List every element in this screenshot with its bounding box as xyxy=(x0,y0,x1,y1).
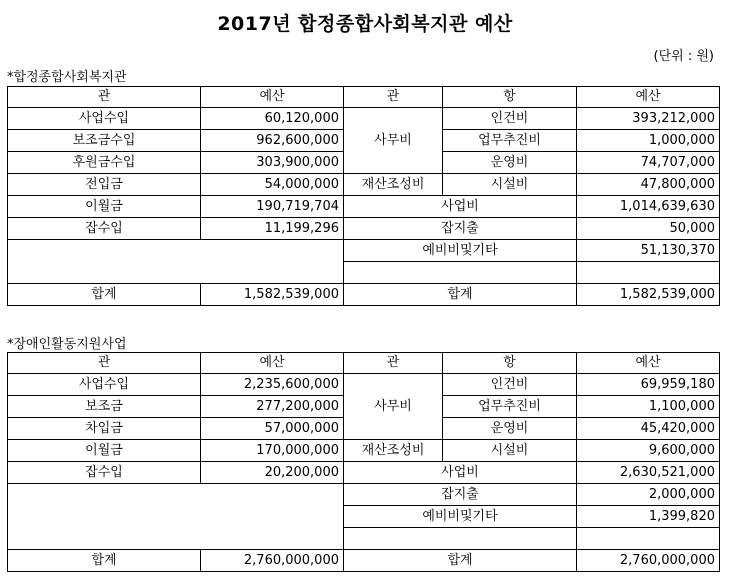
income-total-value: 2,760,000,000 xyxy=(201,550,344,572)
header-gwan: 관 xyxy=(344,353,443,374)
table-row xyxy=(8,440,720,462)
group-office: 사무비 xyxy=(344,108,443,174)
unit-label: (단위 : 원) xyxy=(653,49,714,64)
empty-cell xyxy=(344,262,577,284)
expense-value: 393,212,000 xyxy=(577,108,720,130)
income-label: 전입금 xyxy=(8,174,201,196)
expense-label: 운영비 xyxy=(443,152,577,174)
group-office: 사무비 xyxy=(344,374,443,440)
income-label: 사업수입 xyxy=(8,108,201,130)
income-value: 60,120,000 xyxy=(201,108,344,130)
expense-value: 2,000,000 xyxy=(577,484,720,506)
section1-budget-table xyxy=(7,86,720,306)
expense-value: 45,420,000 xyxy=(577,418,720,440)
expense-value: 1,399,820 xyxy=(577,506,720,528)
expense-label: 업무추진비 xyxy=(443,130,577,152)
header-budget: 예산 xyxy=(201,87,344,108)
expense-value: 69,959,180 xyxy=(577,374,720,396)
expense-label: 인건비 xyxy=(443,108,577,130)
income-label: 잡수입 xyxy=(8,462,201,484)
expense-value: 1,100,000 xyxy=(577,396,720,418)
income-value: 303,900,000 xyxy=(201,152,344,174)
empty-cell xyxy=(577,528,720,550)
income-value: 20,200,000 xyxy=(201,462,344,484)
group-asset: 재산조성비 xyxy=(344,174,443,196)
expense-label: 잡지출 xyxy=(344,218,577,240)
page-title: 2017년 합정종합사회복지관 예산 xyxy=(217,13,513,35)
empty-cell xyxy=(577,262,720,284)
empty-cell xyxy=(8,240,344,284)
header-hang: 항 xyxy=(443,353,577,374)
expense-label: 잡지출 xyxy=(344,484,577,506)
expense-label: 예비비및기타 xyxy=(344,506,577,528)
income-value: 54,000,000 xyxy=(201,174,344,196)
expense-value: 74,707,000 xyxy=(577,152,720,174)
table-row xyxy=(8,462,720,484)
expense-label: 인건비 xyxy=(443,374,577,396)
expense-total-label: 합계 xyxy=(344,550,577,572)
table-row xyxy=(8,196,720,218)
header-gwan: 관 xyxy=(8,353,201,374)
table-header-row xyxy=(8,87,720,108)
income-label: 보조금수입 xyxy=(8,130,201,152)
income-label: 후원금수입 xyxy=(8,152,201,174)
expense-value: 1,000,000 xyxy=(577,130,720,152)
section2-title: *장애인활동지원사업 xyxy=(7,337,127,352)
expense-label: 사업비 xyxy=(344,462,577,484)
expense-value: 9,600,000 xyxy=(577,440,720,462)
income-label: 사업수입 xyxy=(8,374,201,396)
income-total-label: 합계 xyxy=(8,550,201,572)
expense-label: 시설비 xyxy=(443,440,577,462)
expense-value: 2,630,521,000 xyxy=(577,462,720,484)
group-asset: 재산조성비 xyxy=(344,440,443,462)
empty-cell xyxy=(8,484,344,550)
income-value: 57,000,000 xyxy=(201,418,344,440)
expense-total-value: 2,760,000,000 xyxy=(577,550,720,572)
table-row xyxy=(8,174,720,196)
total-row xyxy=(8,550,720,572)
expense-label: 운영비 xyxy=(443,418,577,440)
income-label: 보조금 xyxy=(8,396,201,418)
income-label: 이월금 xyxy=(8,196,201,218)
expense-total-label: 합계 xyxy=(344,284,577,306)
table-row xyxy=(8,218,720,240)
income-value: 170,000,000 xyxy=(201,440,344,462)
income-total-value: 1,582,539,000 xyxy=(201,284,344,306)
income-value: 962,600,000 xyxy=(201,130,344,152)
expense-value: 51,130,370 xyxy=(577,240,720,262)
income-total-label: 합계 xyxy=(8,284,201,306)
header-gwan: 관 xyxy=(344,87,443,108)
expense-value: 1,014,639,630 xyxy=(577,196,720,218)
header-budget: 예산 xyxy=(201,353,344,374)
table-row xyxy=(8,108,720,130)
income-label: 잡수입 xyxy=(8,218,201,240)
header-hang: 항 xyxy=(443,87,577,108)
section2-budget-table xyxy=(7,352,720,572)
expense-value: 50,000 xyxy=(577,218,720,240)
total-row xyxy=(8,284,720,306)
expense-label: 사업비 xyxy=(344,196,577,218)
expense-label: 시설비 xyxy=(443,174,577,196)
table-header-row xyxy=(8,353,720,374)
header-budget: 예산 xyxy=(577,353,720,374)
table-row xyxy=(8,374,720,396)
empty-cell xyxy=(344,528,577,550)
header-budget: 예산 xyxy=(577,87,720,108)
expense-label: 예비비및기타 xyxy=(344,240,577,262)
header-gwan: 관 xyxy=(8,87,201,108)
income-label: 이월금 xyxy=(8,440,201,462)
expense-value: 47,800,000 xyxy=(577,174,720,196)
table-row xyxy=(8,484,720,506)
income-value: 11,199,296 xyxy=(201,218,344,240)
section1-title: *합정종합사회복지관 xyxy=(7,70,127,85)
income-value: 2,235,600,000 xyxy=(201,374,344,396)
table-row xyxy=(8,240,720,262)
income-label: 차입금 xyxy=(8,418,201,440)
income-value: 190,719,704 xyxy=(201,196,344,218)
expense-total-value: 1,582,539,000 xyxy=(577,284,720,306)
expense-label: 업무추진비 xyxy=(443,396,577,418)
income-value: 277,200,000 xyxy=(201,396,344,418)
